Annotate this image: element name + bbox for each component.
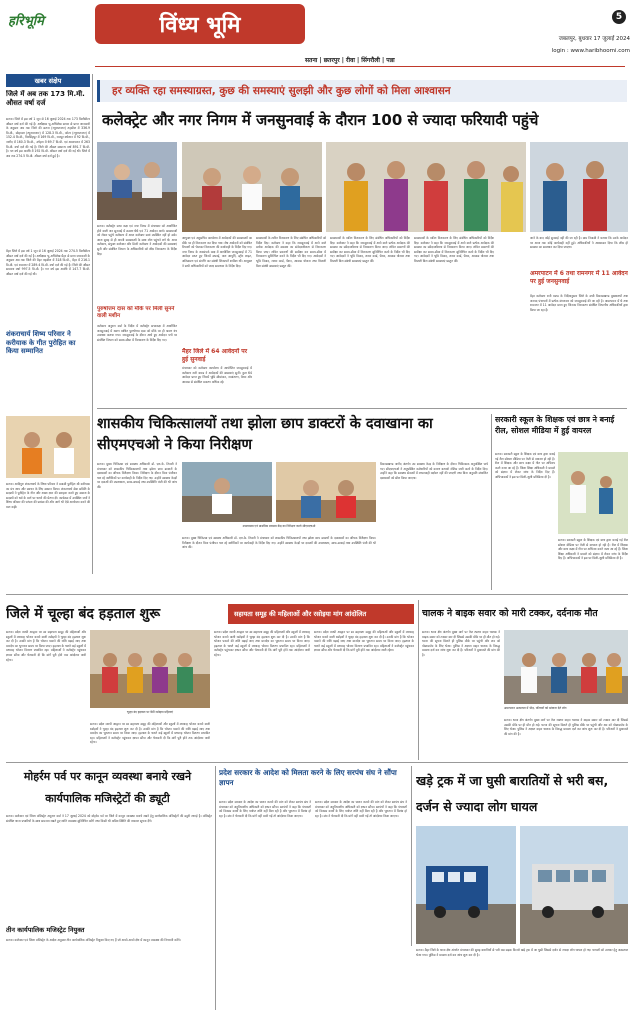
sidebar-tag: खबर संक्षेप xyxy=(6,74,90,87)
health-col1: सतना। मुख्य चिकित्सा एवं स्वास्थ्य अधिकारी डॉ. एल.के. तिवारी ने मंगलवार को शासकीय चिकित्सालयों तथा झोला छाप डाक्टरों के दवाखानों का औचक निरीक्षण किया। निरीक्षण के दौरान बिना पंजीयन चल रहे क्लीनिकों पर कार्यवाही के निर्देश दिए गए। उन्होंने स्वास्थ्य केन्द्रों पर दवाओं की उपलब्धता, साफ-सफाई तथा उपस्थिति पंजी की भी जांच की। xyxy=(97,462,177,489)
order-col1: सतना। प्रदेश सरकार के आदेश का पालन कराने की मांग को लेकर सरपंच संघ ने मंगलवार को अनुविभागीय अधिकारी को ज्ञापन सौंपा। सरपंचों ने कहा कि पंचायतों को विकास कार्यों के लिए पर्याप्त राशि नहीं मिल रही है और भुगतान में विलंब हो रहा है। संघ ने चेतावनी दी कि मांगें नहीं मानी गईं तो आंदोलन किया जाएगा। xyxy=(219,800,311,818)
bike-col1: सतना। थाना क्षेत्र अंतर्गत मुख्य मार्ग पर तेज रफ्तार वाहन चालक ने बाइक सवार को टक्कर मार दी जिससे उसकी मौके पर ही मौत हो गई। घटना की सूचना मिलते ही पुलिस मौके पर पहुंची और शव को पोस्टमार्टम के लिए भेजा। पुलिस ने अज्ञात वाहन चालक के विरुद्ध मामला दर्ज कर जांच शुरू कर दी है। परिजनों ने मुआवजे की मांग की है। xyxy=(422,630,500,657)
hearing-photo xyxy=(182,142,322,232)
top-col3b: समस्याओं के त्वरित निराकरण के लिए संबंधित अधिकारियों को निर्देश दिए। कलेक्टर ने कहा कि जनसुनवाई में आने वाले प्रत्येक आवेदक की समस्या का संवेदनशीलता से निराकरण किया जाए। लंबित प्रकरणों की समीक्षा कर समय-सीमा में निराकरण सुनिश्चित करने के निर्देश भी दिए गए। आवेदकों ने भूमि विवाद, राशन कार्ड, पेंशन, आवास योजना तथा बिजली बिल संबंधी समस्याएं प्रस्तुत कीं। xyxy=(330,236,410,263)
moharram-body: सतना। कलेक्टर एवं जिला मजिस्ट्रेट अनुराग वर्मा ने 17 जुलाई 2024 को मोहर्रम पर्व पर जिले में कानून व्यवस्था बनाये रखने हेतु कार्यपालिक मजिस्ट्रेटों की ड्यूटी लगाई है। मजिस्ट्रेट संबंधित थाना प्रभारियों के साथ समन्वय रखते हुए शांति व्यवस्था सुनिश्चित करेंगे तथा किसी भी अप्रिय स्थिति की तत्काल सूचना देंगे। xyxy=(6,814,212,823)
truck-photo-2 xyxy=(520,826,628,944)
strike-headline: जिले में चूल्हा बंद हड़ताल शुरू xyxy=(6,606,161,622)
divider-2 xyxy=(6,594,628,595)
strike-col2: सतना। प्रदेश व्यापी आह्वान पर स्व सहायता समूह की महिलाओं और स्कूलों में मध्यान्ह भोजन बनाने वाली रसोइयों ने चूल्हा बंद हड़ताल शुरू कर दी है। उनकी मांग है कि भोजन पकाने की राशि बढ़ाई जाए तथा मानदेय का भुगतान समय पर किया जाए। हड़ताल के चलते कई स्कूलों में मध्यान्ह भोजन वितरण प्रभावित रहा। महिलाओं ने कलेक्ट्रेट पहुंचकर ज्ञापन सौंपा और चेतावनी दी कि मांगें पूरी होने तक आंदोलन जारी रहेगा। xyxy=(90,722,210,745)
bike-col2: सतना। थाना क्षेत्र अंतर्गत मुख्य मार्ग पर तेज रफ्तार वाहन चालक ने बाइक सवार को टक्कर मार दी जिससे उसकी मौके पर ही मौत हो गई। घटना की सूचना मिलते ही पुलिस मौके पर पहुंची और शव को पोस्टमार्टम के लिए भेजा। पुलिस ने अज्ञात वाहन चालक के विरुद्ध मामला दर्ज कर जांच शुरू कर दी है। परिजनों ने मुआवजे की मांग की है। xyxy=(504,718,628,736)
top-col1: सतना। कलेक्ट्रेट सभा कक्ष एवं नगर निगम में मंगलवार को आयोजित होने वाली जन सुनवाई में क्रमशः 66 एवं 71 आवेदन आये। समस्याओं को लेकर पहुंचे कलेक्टर में आज कलेक्टर स्वयं उपस्थित नहीं हो सके। आज सुबह से ही अपनी समस्याओं के साथ लोग पहुंचने लगे थे। अपर कलेक्टर, संयुक्त कलेक्टर और डिप्टी कलेक्टर ने आवेदकों की समस्याएं सुनी और संबंधित विभाग के अधिकारियों को शीघ्र निराकरण के निर्देश दिए। xyxy=(97,224,177,256)
school-body: सतना। सरकारी स्कूल के शिक्षक एवं छात्र द्वारा बनाई गई रील सोशल मीडिया पर तेजी से वायरल हो रही है। रील में शिक्षक और छात्र कक्षा में गीत पर अभिनय करते नजर आ रहे हैं। जिला शिक्षा अधिकारी ने मामले को संज्ञान में लेकर जांच के निर्देश दिए हैं। अभिभावकों ने इस पर मिली-जुली प्रतिक्रिया दी है। xyxy=(495,452,555,479)
sidebar-text-3: सतना। आदिगुरु शंकराचार्य के शिष्य परिवार ने प्रवासी पुरोहित श्री करीयाक का मंत्र जाप और प्रवचन के लिए सम्मान किया। शंकराचार्य सेवा समिति के सदस्यों ने पुरोहित के गीत और शास्त्र ज्ञान की सराहना करते हुए समाज के सदस्यों को धर्म के मार्ग पर चलने की प्रेरणा दी। कार्यक्रम में उपस्थित जनों ने शिष्य परिवार की परंपरा की प्रशंसा की और आगे भी ऐसे आयोजन करने की बात कही। xyxy=(6,482,90,509)
top-col4: जाने के बाद कोई सुनवाई नहीं की जा रही है। ग्राम निवासी ने बताया कि उनके आवेदन पर आज तक कोई कार्यवाही नहीं हुई। अधिकारियों ने आश्वासन दिया कि शीघ्र ही समस्या का समाधान कर दिया जाएगा। xyxy=(530,236,628,250)
collectorate-photo xyxy=(97,142,177,220)
crowd-photo xyxy=(530,142,628,232)
moharram-sub: तीन कार्यपालिक मजिस्ट्रेट नियुक्त xyxy=(6,926,85,934)
school-photo xyxy=(558,452,628,534)
health-photo-1 xyxy=(182,462,272,522)
top-col1b: कलेक्टर अनुराग वर्मा के निर्देश में कलेक्ट्रेट सभाकक्ष में आयोजित जनसुनवाई में श्रवण बाधित पुरुषोत्तम दास को मौके पर ही श्रवण यंत्र उपलब्ध कराया गया। जनसुनवाई के दौरान आये हुए आवेदन पत्रों पर संबंधित विभाग को समय-सीमा में निराकरण के निर्देश दिए गए। xyxy=(97,324,177,342)
top-col2: आयुक्त एवं अनुसचिव कार्यालय में आवेदकों की समस्याओं का मौके पर ही निराकरण कर दिया गया। शेष आवेदनों को संबंधित विभागों को भेजकर निराकरण की कार्यवाही के निर्देश दिए गए। नगर निगम के जनसंपर्क कक्ष में आयोजित जनसुनवाई में 71 आवेदन प्राप्त हुए जिनमें सफाई, जल आपूर्ति, स्ट्रीट लाइट, अतिक्रमण एवं संपत्ति कर संबंधी शिकायतें शामिल थीं। आयुक्त ने सभी अधिकारियों को जल्द समाधान के निर्देश दिए। xyxy=(182,236,252,268)
sidebar-divider xyxy=(92,74,93,574)
bike-headline: चालक ने बाइक सवार को मारी टक्कर, दर्दनाक मौत xyxy=(422,608,598,619)
shankaracharya-photo xyxy=(6,416,90,478)
strike-caption: चूल्हा बंद हड़ताल पर बैठीं रसोइया महिलाएं xyxy=(126,710,174,714)
bike-caption: अमरपाटन अस्पताल में भीड़, परिजनों को सांत्वना देते लोग xyxy=(504,706,567,710)
moharram-body-2: सतना। कलेक्टर एवं जिला मजिस्ट्रेट के आदेश अनुसार तीन कार्यपालिक मजिस्ट्रेट नियुक्त किए गए हैं जो अपने-अपने क्षेत्र में कानून व्यवस्था की निगरानी करेंगे। xyxy=(6,938,181,942)
top-sub2: मैहर जिले में 64 आवेदनों पर हुई सुनवाई xyxy=(182,348,248,363)
strike-kicker: सहायता समूह की महिलाओं और रसोइया मांग आंदोलित xyxy=(228,604,414,624)
truck-body: सतना। मैहर जिले के थाना क्षेत्र अंतर्गत मंगलवार की सुबह बारातियों से भरी बस सड़क किनारे खड़े ट्रक में जा घुसी जिससे दर्जन से ज्यादा लोग घायल हो गए। घायलों को उपचार हेतु अस्पताल भेजा गया। पुलिस ने मामला दर्ज कर जांच शुरू कर दी है। xyxy=(416,948,628,957)
bike-photo xyxy=(504,630,628,704)
moharram-headline: मोहर्रम पर्व पर कानून व्यवस्था बनाये रखने कार्यपालिक मजिस्ट्रेटों की ड्यूटी xyxy=(23,770,192,805)
sidebar xyxy=(6,74,90,414)
top-sub1: पुरुषोत्तम दास को मौके पर मिली सुनने वाली मशीन xyxy=(97,306,175,319)
region-strip xyxy=(95,55,625,67)
sidebar-text-2: मैहर जिले में इस वर्ष 1 जून से 16 जुलाई 2024 तक 274.5 मिलीमीटर औसत वर्षा दर्ज की गई है। अधीक्षक भू-अभिलेख मैहर से प्राप्त जानकारी के अनुसार अब तक जिले की मैहर तहसील में 318 मि.मी., मैहर में 216.1 मि.मी. एवं रामनगर में 289.4 मि.मी. वर्षा दर्ज की गई है। जिले की औसत सामान्य वर्षा 997.5 मि.मी. है। गत वर्ष इस अवधि में 147.7 मि.मी. औसत वर्षा दर्ज की गई थी। xyxy=(6,249,90,276)
women-applicants-photo xyxy=(326,142,526,232)
divider-vertical-moharram xyxy=(215,766,216,1010)
top-col2b: मंगलवार को कलेक्टर कार्यालय में आयोजित जनसुनवाई में कलेक्टर रानी बाटड ने आवेदकों की समस्याएं सुनीं। कुल 64 आवेदन प्राप्त हुए जिनमें भूमि सीमांकन, नामांतरण, पेंशन और आवास से संबंधित प्रकरण अधिक रहे। xyxy=(182,366,252,384)
website: login : www.haribhoomi.com xyxy=(551,48,630,54)
health-col2: सतना। मुख्य चिकित्सा एवं स्वास्थ्य अधिकारी डॉ. एल.के. तिवारी ने मंगलवार को शासकीय चिकित्सालयों तथा झोला छाप डाक्टरों के दवाखानों का औचक निरीक्षण किया। निरीक्षण के दौरान बिना पंजीयन चल रहे क्लीनिकों पर कार्यवाही के निर्देश दिए गए। उन्होंने स्वास्थ्य केन्द्रों पर दवाओं की उपलब्धता, साफ-सफाई तथा उपस्थिति पंजी की भी जांच की। xyxy=(182,536,376,550)
divider-vertical-bike xyxy=(418,600,419,760)
divider-vertical-truck xyxy=(411,766,412,946)
page-title: विंध्य भूमि xyxy=(95,4,305,44)
top-sub3: अमरपाटन में 6 तथा रामनगर में 11 आवेदन पर हुई जनसुनवाई xyxy=(530,270,628,285)
truck-headline: खड़े ट्रक में जा घुसी बारातियों से भरी बस, दर्जन से ज्यादा लोग घायल xyxy=(416,773,609,814)
health-headline: शासकीय चिकित्सालयों तथा झोला छाप डाक्टरों के दवाखाना का सीएमएचओ ने किया निरीक्षण xyxy=(97,416,433,453)
order-col2: सतना। प्रदेश सरकार के आदेश का पालन कराने की मांग को लेकर सरपंच संघ ने मंगलवार को अनुविभागीय अधिकारी को ज्ञापन सौंपा। सरपंचों ने कहा कि पंचायतों को विकास कार्यों के लिए पर्याप्त राशि नहीं मिल रही है और भुगतान में विलंब हो रहा है। संघ ने चेतावनी दी कि मांगें नहीं मानी गईं तो आंदोलन किया जाएगा। xyxy=(315,800,407,818)
health-col3: विकासखण्ड नागौद अंतर्गत उप स्वास्थ्य केन्द्र के निरीक्षण के दौरान चिकित्सक अनुपस्थित पाये गए। सीएमएचओ ने अनुपस्थित कर्मचारियों को कारण बताओ नोटिस जारी करने के निर्देश दिए। उन्होंने कहा कि स्वास्थ्य सेवाओं में लापरवाही बर्दाश्त नहीं की जाएगी तथा बिना अनुमति संचालित दवाखानों को सील किया जाएगा। xyxy=(380,462,488,480)
divider-vertical-health xyxy=(491,414,492,590)
top-col4b: मैहर कलेक्टर रानी बाटड के निर्देशानुसार जिले के सभी विकासखण्ड मुख्यालयों तथा जनपद पंचायतों में प्रत्येक मंगलवार को जनसुनवाई की जा रही है। अमरपाटन में 6 तथा रामनगर में 11 आवेदन प्राप्त हुए जिनका निराकरण संबंधित विभागीय अधिकारियों द्वारा किया जा रहा है। xyxy=(530,294,628,312)
top-col3c: समस्याओं के त्वरित निराकरण के लिए संबंधित अधिकारियों को निर्देश दिए। कलेक्टर ने कहा कि जनसुनवाई में आने वाले प्रत्येक आवेदक की समस्या का संवेदनशीलता से निराकरण किया जाए। लंबित प्रकरणों की समीक्षा कर समय-सीमा में निराकरण सुनिश्चित करने के निर्देश भी दिए गए। आवेदकों ने भूमि विवाद, राशन कार्ड, पेंशन, आवास योजना तथा बिजली बिल संबंधी समस्याएं प्रस्तुत कीं। xyxy=(414,236,494,263)
top-kicker: हर व्यक्ति रहा समस्याग्रस्त, कुछ की समस्याएं सुलझी और कुछ लोगों को मिला आश्वासन xyxy=(97,80,627,102)
health-photo-2 xyxy=(276,462,376,522)
divider-1 xyxy=(97,408,627,409)
edition-date: जबलपुर, बुधवार 17 जुलाई 2024 xyxy=(558,36,630,42)
strike-col3: सतना। प्रदेश व्यापी आह्वान पर स्व सहायता समूह की महिलाओं और स्कूलों में मध्यान्ह भोजन बनाने वाली रसोइयों ने चूल्हा बंद हड़ताल शुरू कर दी है। उनकी मांग है कि भोजन पकाने की राशि बढ़ाई जाए तथा मानदेय का भुगतान समय पर किया जाए। हड़ताल के चलते कई स्कूलों में मध्यान्ह भोजन वितरण प्रभावित रहा। महिलाओं ने कलेक्ट्रेट पहुंचकर ज्ञापन सौंपा और चेतावनी दी कि मांगें पूरी होने तक आंदोलन जारी रहेगा। xyxy=(214,630,310,657)
sidebar-text-1: सतना। जिले में इस वर्ष 1 जून से 16 जुलाई 2024 तक 173 मिलीमीटर औसत वर्षा दर्ज की गई है। अधीक्षक भू-अभिलेख सतना से प्राप्त जानकारी के अनुसार अब तक जिले की सतना (रघुराजनगर) तहसील में 336.9 मि.मी., सोहावल (रघुराजनगर) में 128.3 मि.मी., कोटर (रघुराजनगर) में 152.4 मि.मी., बिरसिंहपुर में 169 मि.मी., रामपुर बघेलान में 92 मि.मी., नागौद में 160.3 मि.मी., उचेहरा में 69.7 मि.मी. एवं अमरपाटन में 263 मि.मी. वर्षा दर्ज की गई है। जिले की औसत सामान्य वर्षा 891.7 मि.मी. है। गत वर्ष इस अवधि में 192 मि.मी. औसत वर्षा दर्ज की गई थी। जिले में अब तक 274.5 मि.मी. औसत वर्षा दर्ज हुई है। xyxy=(6,117,90,158)
top-col3: समस्याओं के त्वरित निराकरण के लिए संबंधित अधिकारियों को निर्देश दिए। कलेक्टर ने कहा कि जनसुनवाई में आने वाले प्रत्येक आवेदक की समस्या का संवेदनशीलता से निराकरण किया जाए। लंबित प्रकरणों की समीक्षा कर समय-सीमा में निराकरण सुनिश्चित करने के निर्देश भी दिए गए। आवेदकों ने भूमि विवाद, राशन कार्ड, पेंशन, आवास योजना तथा बिजली बिल संबंधी समस्याएं प्रस्तुत कीं। xyxy=(256,236,326,268)
top-headline: कलेक्ट्रेट और नगर निगम में जनसुनवाई के दौरान 100 से ज्यादा फरियादी पहुंचे xyxy=(102,111,539,129)
page-number: 5 xyxy=(612,10,626,24)
school-body-2: सतना। सरकारी स्कूल के शिक्षक एवं छात्र द्वारा बनाई गई रील सोशल मीडिया पर तेजी से वायरल हो रही है। रील में शिक्षक और छात्र कक्षा में गीत पर अभिनय करते नजर आ रहे हैं। जिला शिक्षा अधिकारी ने मामले को संज्ञान में लेकर जांच के निर्देश दिए हैं। अभिभावकों ने इस पर मिली-जुली प्रतिक्रिया दी है। xyxy=(558,538,628,561)
strike-photo xyxy=(90,630,210,708)
truck-photo-1 xyxy=(416,826,516,944)
sidebar-headline-2: शंकराचार्य शिष्य परिवार ने करीयाक के गीत पुरोहित का किया सम्मानित xyxy=(6,330,76,355)
strike-col4: सतना। प्रदेश व्यापी आह्वान पर स्व सहायता समूह की महिलाओं और स्कूलों में मध्यान्ह भोजन बनाने वाली रसोइयों ने चूल्हा बंद हड़ताल शुरू कर दी है। उनकी मांग है कि भोजन पकाने की राशि बढ़ाई जाए तथा मानदेय का भुगतान समय पर किया जाए। हड़ताल के चलते कई स्कूलों में मध्यान्ह भोजन वितरण प्रभावित रहा। महिलाओं ने कलेक्ट्रेट पहुंचकर ज्ञापन सौंपा और चेतावनी दी कि मांगें पूरी होने तक आंदोलन जारी रहेगा। xyxy=(314,630,414,653)
health-caption: उपस्वास्थ्य एवं प्राथमिक स्वास्थ्य केंद्र का निरीक्षण करते सीएमएचओ xyxy=(242,524,316,528)
school-headline: सरकारी स्कूल के शिक्षक एवं छात्र ने बनाई रील, सोशल मीडिया में हुई वायरल xyxy=(495,415,615,435)
brand-logo xyxy=(8,10,78,30)
regions: सतना | छतरपुर | रीवा | सिंगरौली | पन्ना xyxy=(305,57,395,64)
order-headline: प्रदेश सरकार के आदेश को मिलता करने के लिए सरपंच संघ ने सौंपा ज्ञापन xyxy=(219,768,397,787)
brand-text: हरिभूमि xyxy=(8,14,44,29)
strike-col1: सतना। प्रदेश व्यापी आह्वान पर स्व सहायता समूह की महिलाओं और स्कूलों में मध्यान्ह भोजन बनाने वाली रसोइयों ने चूल्हा बंद हड़ताल शुरू कर दी है। उनकी मांग है कि भोजन पकाने की राशि बढ़ाई जाए तथा मानदेय का भुगतान समय पर किया जाए। हड़ताल के चलते कई स्कूलों में मध्यान्ह भोजन वितरण प्रभावित रहा। महिलाओं ने कलेक्ट्रेट पहुंचकर ज्ञापन सौंपा और चेतावनी दी कि मांगें पूरी होने तक आंदोलन जारी रहेगा। xyxy=(6,630,86,662)
divider-3 xyxy=(6,762,628,763)
sidebar-headline-1: जिले में अब तक 173 मि.मी. औसत वर्षा दर्ज xyxy=(6,90,85,107)
